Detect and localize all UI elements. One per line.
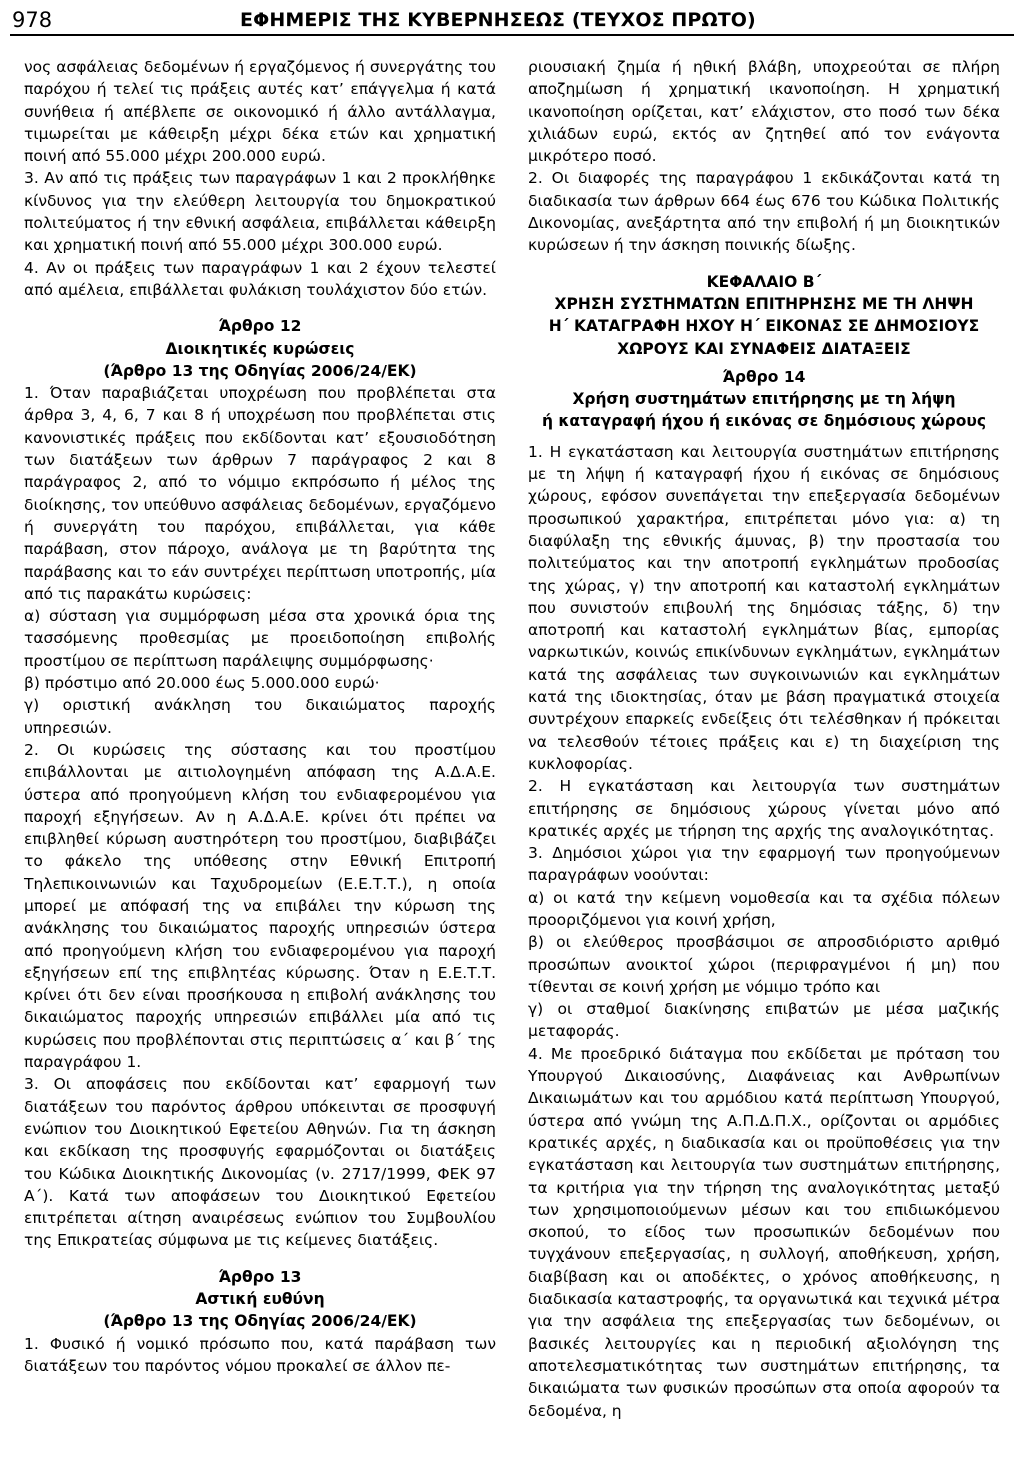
article-number: Άρθρο 13 <box>218 1267 302 1286</box>
right-column <box>528 56 1000 1422</box>
paragraph: 2. Η εγκατάσταση και λειτουργία των συστημάτων επιτήρησης σε δημόσιους χώρους γίνεται μόνο από κρατικές αρχές με τήρηση της αρχής της αναλογικότητας. <box>528 777 1000 840</box>
left-column <box>24 56 496 1377</box>
article-reference: (Άρθρο 13 της Οδηγίας 2006/24/ΕΚ) <box>103 1312 417 1331</box>
paragraph: 3. Οι αποφάσεις που εκδίδονται κατ’ εφαρμογή των διατάξεων του παρόντος άρθρου υπόκεινται σε προσφυγή ενώπιον του Διοικητικού Εφετείου Αθηνών. Για τη άσκηση και εκδίκαση της προσφυγής εφαρμόζονται οι διατάξεις του Κώδικα Διοικητικής Δικονομίας (ν. 2717/1999, ΦΕΚ 97 Α΄). Κατά των αποφάσεων του Διοικητικού Εφετείου επιτρέπεται αίτηση αναιρέσεως ενώπιον του Συμβουλίου της Επικρατείας σύμφωνα με τις κείμενες διατάξεις. <box>24 1075 496 1250</box>
list-item: α) οι κατά την κείμενη νομοθεσία και τα σχέδια πόλεων προοριζόμενοι για κοινή χρήση, <box>528 888 1000 929</box>
paragraph: 3. Αν από τις πράξεις των παραγράφων 1 και 2 προκλήθηκε κίνδυνος για την ελεύθερη λειτουργία του δημοκρατικού πολιτεύματος ή την εθνική ασφάλεια, επιβάλλεται κάθειρξη και χρηματική ποινή από 55.000 μέχρι 300.000 ευρώ. <box>24 169 496 255</box>
list-item: α) σύσταση για συμμόρφωση μέσα στα χρονικά όρια της τασσόμενης προθεσμίας με προειδοποίηση επιβολής προστίμου σε περίπτωση παράλειψης συμμόρφωσης· <box>24 607 496 670</box>
paragraph: 4. Αν οι πράξεις των παραγράφων 1 και 2 έχουν τελεστεί από αμέλεια, επιβάλλεται φυλάκιση τουλάχιστον δύο ετών. <box>24 258 496 299</box>
chapter-number: ΚΕΦΑΛΑΙΟ Β΄ <box>706 272 822 291</box>
list-item: γ) οι σταθμοί διακίνησης επιβατών με μέσα μαζικής μεταφοράς. <box>528 1000 1000 1041</box>
list-item: β) οι ελεύθερος προσβάσιμοι σε απροσδιόριστο αριθμό προσώπων ανοικτοί χώροι (περιφραγμένοι ή μη) που τίθενται σε κοινή χρήση με νόμιμο τρόπο και <box>528 933 1000 996</box>
list-item: γ) οριστική ανάκληση του δικαιώματος παροχής υπηρεσιών. <box>24 696 496 737</box>
chapter-title-line: ΧΩΡΟΥΣ ΚΑΙ ΣΥΝΑΦΕΙΣ ΔΙΑΤΑΞΕΙΣ <box>617 339 911 358</box>
chapter-title-line: Η΄ ΚΑΤΑΓΡΑΦΗ ΗΧΟΥ Η΄ ΕΙΚΟΝΑΣ ΣΕ ΔΗΜΟΣΙΟΥΣ <box>548 317 980 336</box>
paragraph: 2. Οι κυρώσεις της σύστασης και του προστίμου επιβάλλονται με αιτιολογημένη απόφαση της Α.Δ.Α.Ε. ύστερα από προηγούμενη κλήση του ενδιαφερομένου για παροχή εξηγήσεων. Αν η Α.Δ.Α.Ε. κρίνει ότι πρέπει να επιβληθεί κύρωση αυστηρότερη του προστίμου, διαβιβάζει το φάκελο της υπόθεσης στην Εθνική Επιτροπή Τηλεπικοινωνιών και Ταχυδρομείων (Ε.Ε.Τ.Τ.), η οποία μπορεί με απόφασή της να επιβάλει την κύρωση της ανάκλησης του δικαιώματος παροχής υπηρεσιών ύστερα από προηγούμενη κλήση του ενδιαφερομένου για παροχή εξηγήσεων επί της επιβλητέας κύρωσης. Όταν η Ε.Ε.Τ.Τ. κρίνει ότι δεν είναι προσήκουσα η επιβολή ανάκλησης του δικαιώματος παροχής υπηρεσιών επιβάλλει μία από τις κυρώσεις που προβλέπονται στις περιπτώσεις α΄ και β΄ της παραγράφου 1. <box>24 740 496 1072</box>
page-number: 978 <box>12 8 53 32</box>
paragraph: ριουσιακή ζημία ή ηθική βλάβη, υποχρεούται σε πλήρη αποζημίωση ή χρηματική ικανοποίηση. Η χρηματική ικανοποίηση ορίζεται, κατ’ ελάχιστον, στο ποσό των δέκα χιλιάδων ευρώ, εκτός αν ζητηθεί από τον ενάγοντα μικρότερο ποσό. <box>528 58 1000 166</box>
page-header <box>10 4 1014 36</box>
article-title: Αστική ευθύνη <box>195 1290 325 1309</box>
paragraph: 1. Φυσικό ή νομικό πρόσωπο που, κατά παράβαση των διατάξεων του παρόντος νόμου προκαλεί σε άλλον πε- <box>24 1334 496 1375</box>
paragraph: 4. Με προεδρικό διάταγμα που εκδίδεται με πρόταση του Υπουργού Δικαιοσύνης, Διαφάνειας και Ανθρωπίνων Δικαιωμάτων και του αρμόδιου κατά περίπτωση Υπουργού, ύστερα από γνώμη της Α.Π.Δ.Π.Χ., ορίζονται οι αρμόδιες κρατικές αρχές, η διαδικασία και οι προϋποθέσεις για την εγκατάσταση και λειτουργία των συστημάτων επιτήρησης, τα κριτήρια για την τήρηση της αναλογικότητας μεταξύ των χρησιμοποιούμενων μέσων και του επιδιωκόμενου σκοπού, το είδος των προσωπικών δεδομένων που τυγχάνουν επεξεργασίας, η συλλογή, αποθήκευση, χρήση, διαβίβαση και οι αποδέκτες, ο χρόνος αποθήκευσης, η διαδικασία καταστροφής, τα οργανωτικά και τεχνικά μέτρα για την ασφάλεια της επεξεργασίας των δεδομένων, οι βασικές λειτουργίες και η περιοδική αξιολόγηση της αποτελεσματικότητας των συστημάτων επιτήρησης, τα δικαιώματα των φυσικών προσώπων στα οποία αφορούν τα δεδομένα, η <box>528 1044 1000 1420</box>
list-item: β) πρόστιμο από 20.000 έως 5.000.000 ευρώ· <box>24 674 380 693</box>
article-title: Χρήση συστημάτων επιτήρησης με τη λήψη <box>572 390 956 409</box>
article-reference: (Άρθρο 13 της Οδηγίας 2006/24/ΕΚ) <box>103 361 417 380</box>
article-title: ή καταγραφή ήχου ή εικόνας σε δημόσιους χώρους <box>541 412 987 431</box>
paragraph: 3. Δημόσιοι χώροι για την εφαρμογή των προηγούμενων παραγράφων νοούνται: <box>528 844 1000 885</box>
article-number: Άρθρο 12 <box>218 317 302 336</box>
chapter-title-line: ΧΡΗΣΗ ΣΥΣΤΗΜΑΤΩΝ ΕΠΙΤΗΡΗΣΗΣ ΜΕ ΤΗ ΛΗΨΗ <box>554 294 974 313</box>
paragraph: 2. Οι διαφορές της παραγράφου 1 εκδικάζονται κατά τη διαδικασία των άρθρων 664 έως 676 του Κώδικα Πολιτικής Δικονομίας, ανεξάρτητα από την επιβολή ή μη διοικητικών κυρώσεων ή την άσκηση ποινικής δίωξης. <box>528 169 1000 255</box>
paragraph: 1. Όταν παραβιάζεται υποχρέωση που προβλέπεται στα άρθρα 3, 4, 6, 7 και 8 ή υποχρέωση που προβλέπεται στις κανονιστικές πράξεις που εκδίδονται κατ’ εξουσιοδότηση των διατάξεων των άρθρων 7 παράγραφος 2 και 8 παράγραφος 2, από το νόμιμο εκπρόσωπο ή μέλος της διοίκησης, τον υπεύθυνο ασφάλειας δεδομένων, εργαζόμενο ή συνεργάτη του παρόχου, επιβάλλεται, για κάθε παράβαση, στον πάροχο, ανάλογα με τη βαρύτητα της παράβασης και το εάν συντρέχει περίπτωση υποτροπής, μία από τις παρακάτω κυρώσεις: <box>24 384 496 603</box>
gazette-title: ΕΦΗΜΕΡΙΣ ΤΗΣ ΚΥΒΕΡΝΗΣΕΩΣ (ΤΕΥΧΟΣ ΠΡΩΤΟ) <box>240 9 756 31</box>
paragraph: 1. Η εγκατάσταση και λειτουργία συστημάτων επιτήρησης με τη λήψη ή καταγραφή ήχου ή εικόνας σε δημόσιους χώρους, εφόσον συνεπάγεται την επεξεργασία δεδομένων προσωπικού χαρακτήρα, επιτρέπεται μόνο για: α) τη διαφύλαξη της εθνικής άμυνας, β) την προστασία του πολιτεύματος και την αποτροπή εγκλημάτων προδοσίας της χώρας, γ) την αποτροπή και καταστολή εγκλημάτων που συνιστούν επιβουλή της δημόσιας τάξης, δ) την αποτροπή και καταστολή εγκλημάτων βίας, εμπορίας ναρκωτικών, κοινώς επικίνδυνων εγκλημάτων, εγκλημάτων κατά της ασφάλειας των συγκοινωνιών και εγκλημάτων κατά της ιδιοκτησίας, όταν με βάση πραγματικά στοιχεία συντρέχουν επαρκείς ενδείξεις ότι τελέσθηκαν ή πρόκειται να τελεσθούν τέτοιες πράξεις και ε) τη διαχείριση της κυκλοφορίας. <box>528 442 1000 773</box>
article-title: Διοικητικές κυρώσεις <box>165 339 355 358</box>
article-number: Άρθρο 14 <box>722 367 806 386</box>
paragraph: νος ασφάλειας δεδομένων ή εργαζόμενος ή συνεργάτης του παρόχου ή τελεί τις πράξεις αυτές κατ’ επάγγελμα ή κατά συνήθεια ή απέβλεπε σε οικονομικό ή άλλο αντάλλαγμα, τιμωρείται με κάθειρξη μέχρι δέκα ετών και χρηματική ποινή από 55.000 μέχρι 200.000 ευρώ. <box>24 58 496 166</box>
